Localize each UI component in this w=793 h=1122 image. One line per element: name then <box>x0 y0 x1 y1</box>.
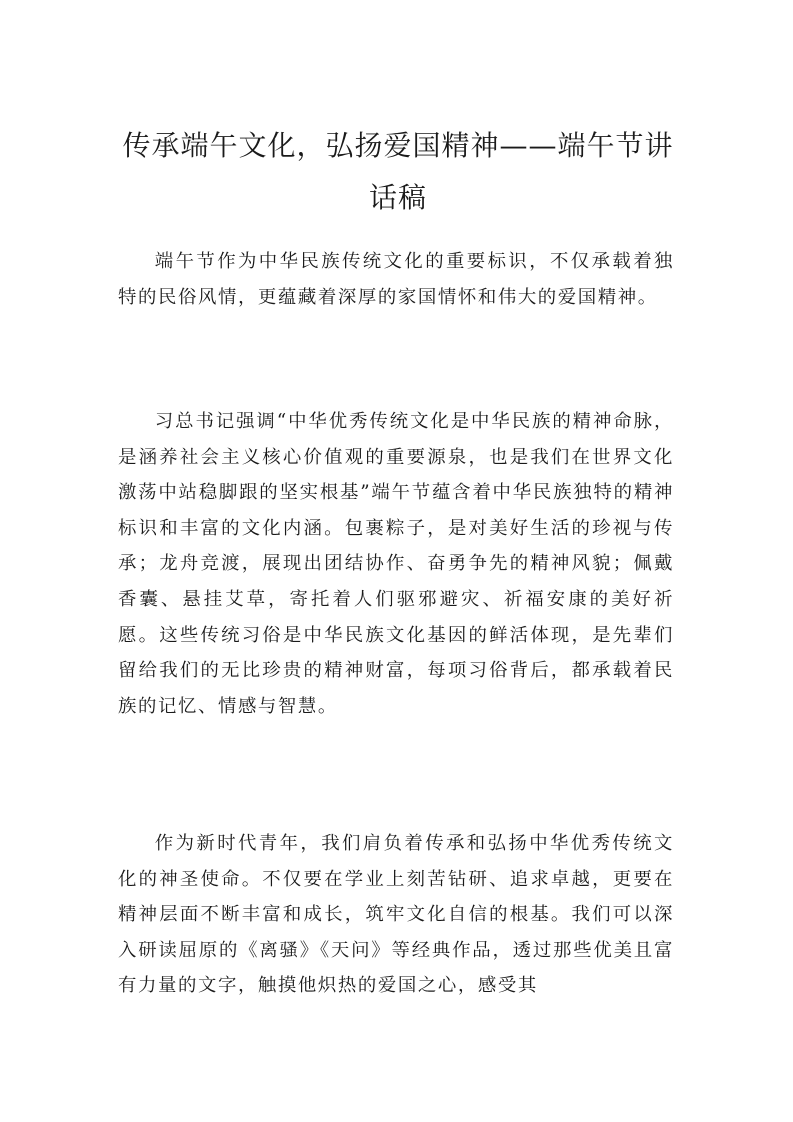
paragraph-intro: 端午节作为中华民族传统文化的重要标识，不仅承载着独特的民俗风情，更蕴藏着深厚的家国情怀和伟大的爱国精神。 <box>118 251 674 308</box>
document-title: 传承端午文化，弘扬爱国精神——端午节讲话稿 <box>122 129 674 214</box>
paragraph-culture: 习总书记强调“中华优秀传统文化是中华民族的精神命脉，是涵养社会主义核心价值观的重要源泉，也是我们在世界文化激荡中站稳脚跟的坚实根基”端午节蕴含着中华民族独特的精神标识和丰富的文化内涵。包裹粽子，是对美好生活的珍视与传承；龙舟竞渡，展现出团结协作、奋勇争先的精神风貌；佩戴香囊、悬挂艾草，寄托着人们驱邪避灾、祈福安康的美好祈愿。这些传统习俗是中华民族文化基因的鲜活体现，是先辈们留给我们的无比珍贵的精神财富，每项习俗背后，都承载着民族的记忆、情感与智慧。 <box>118 411 674 717</box>
paragraph-youth: 作为新时代青年，我们肩负着传承和弘扬中华优秀传统文化的神圣使命。不仅要在学业上刻苦钻研、追求卓越，更要在精神层面不断丰富和成长，筑牢文化自信的根基。我们可以深入研读屈原的《离骚》《天问》等经典作品，透过那些优美且富有力量的文字，触摸他炽热的爱国之心，感受其 <box>118 833 674 997</box>
